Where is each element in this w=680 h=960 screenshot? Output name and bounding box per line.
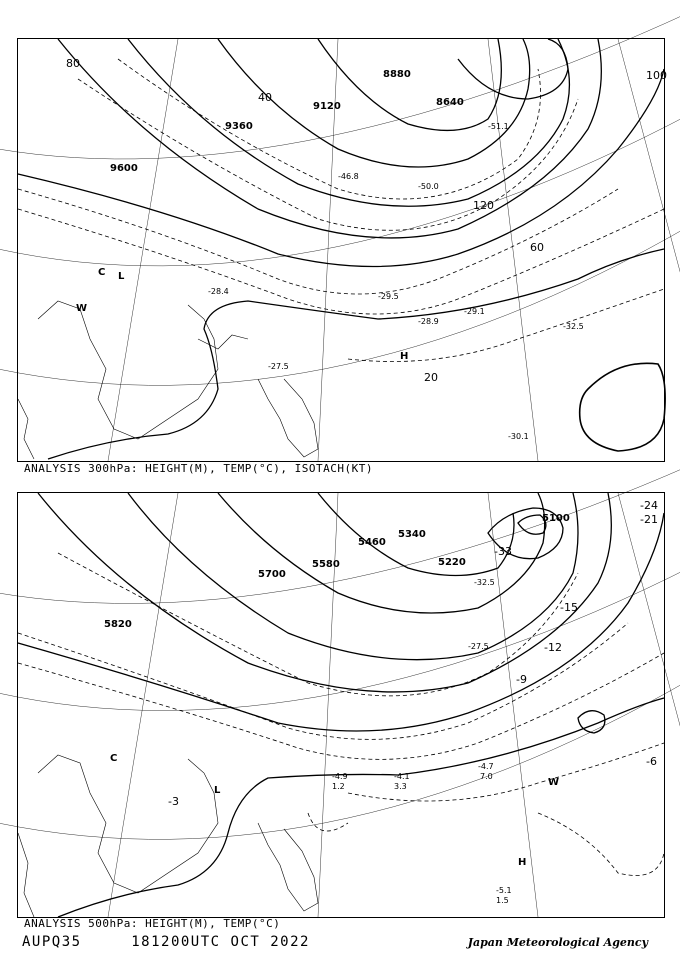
temp-obs: -51.1 [488, 122, 509, 131]
temp-obs: 1.5 [496, 896, 509, 905]
temp-obs: -29.5 [378, 292, 399, 301]
high-center-symbol: H [400, 351, 409, 362]
low-center-symbol: L [118, 271, 125, 282]
caption-300hpa: ANALYSIS 300hPa: HEIGHT(M), TEMP(°C), ISOTACH(KT) [24, 462, 374, 475]
product-code: AUPQ35 [22, 934, 82, 950]
isotherm-label-24: -24 [640, 499, 658, 512]
warm-center-symbol: W [548, 777, 560, 788]
height-contours-500 [18, 493, 664, 917]
valid-time: 181200UTC OCT 2022 [131, 934, 310, 950]
isotherm-label-33: -33 [494, 545, 512, 558]
contour-label-5700: 5700 [258, 569, 286, 580]
chart-500hpa [17, 492, 665, 918]
contour-label-9120: 9120 [313, 101, 341, 112]
contour-label-5220: 5220 [438, 557, 466, 568]
temp-obs: -4.7 [478, 762, 494, 771]
contour-label-5820: 5820 [104, 619, 132, 630]
temp-obs: 3.3 [394, 782, 407, 791]
caption-500hpa: ANALYSIS 500hPa: HEIGHT(M), TEMP(°C) [24, 917, 281, 930]
contour-label-5460: 5460 [358, 537, 386, 548]
coastlines [18, 301, 318, 459]
temp-obs: 1.2 [332, 782, 345, 791]
contour-label-8880: 8880 [383, 69, 411, 80]
map-500hpa [18, 493, 664, 917]
low-center-symbol: L [214, 785, 221, 796]
isotach-label-40: 40 [258, 91, 272, 104]
temp-obs: -32.5 [474, 578, 495, 587]
isotherm-label-9: -9 [516, 673, 527, 686]
isotach-label-80: 80 [66, 57, 80, 70]
isotach-label-60: 60 [530, 241, 544, 254]
contour-label-5340: 5340 [398, 529, 426, 540]
contour-label-9600: 9600 [110, 163, 138, 174]
temp-obs: -4.9 [332, 772, 348, 781]
isotherm-label-6: -6 [646, 755, 657, 768]
temp-obs: -27.5 [268, 362, 289, 371]
temp-obs: -29.1 [464, 307, 485, 316]
contour-label-8640: 8640 [436, 97, 464, 108]
coastlines [18, 755, 318, 917]
isotach-label-120: 120 [473, 199, 494, 212]
agency-name: Japan Meteorological Agency [467, 936, 648, 949]
high-center-symbol: H [518, 857, 527, 868]
chart-300hpa [17, 38, 665, 462]
isotherm-label-15: -15 [560, 601, 578, 614]
contour-label-9360: 9360 [225, 121, 253, 132]
isotach-label-100: 100 [646, 69, 667, 82]
temp-obs: -4.1 [394, 772, 410, 781]
temp-obs: -5.1 [496, 886, 512, 895]
temp-obs: -50.0 [418, 182, 439, 191]
isotach-label-20: 20 [424, 371, 438, 384]
temp-obs: -27.5 [468, 642, 489, 651]
contour-label-5100: 5100 [542, 513, 570, 524]
temp-obs: -28.4 [208, 287, 229, 296]
temp-obs: -28.9 [418, 317, 439, 326]
height-contours-300 [18, 39, 664, 459]
isotherm-label-21: -21 [640, 513, 658, 526]
cold-center-symbol: C [110, 753, 118, 764]
warm-center-symbol: W [76, 303, 88, 314]
map-300hpa [18, 39, 667, 461]
cold-center-symbol: C [98, 267, 106, 278]
temp-obs: -32.5 [563, 322, 584, 331]
isotherm-label-3: -3 [168, 795, 179, 808]
isotherm-label-12: -12 [544, 641, 562, 654]
chart-code-and-time [22, 934, 310, 950]
temp-obs: -30.1 [508, 432, 529, 441]
contour-label-5580: 5580 [312, 559, 340, 570]
high-center-ring [580, 363, 665, 451]
temp-obs: 7.0 [480, 772, 493, 781]
temp-obs: -46.8 [338, 172, 359, 181]
